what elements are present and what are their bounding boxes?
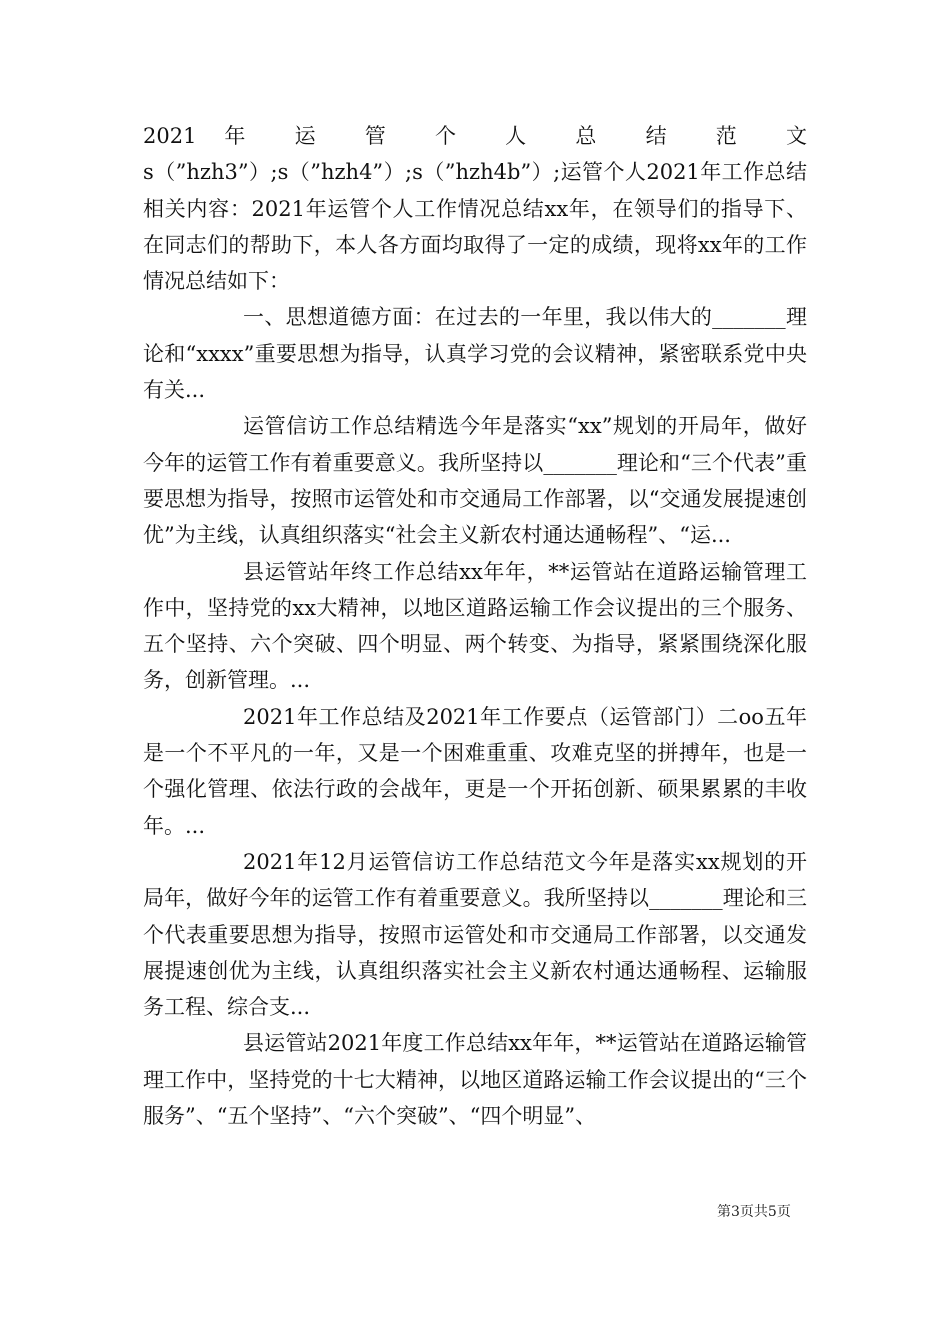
intro-paragraph: s（”hzh3”）;s（”hzh4”）;s（”hzh4b”）;运管个人2021年工作总结相关内容：2021年运管个人工作情况总结xx年，在领导们的指导下、在同志们的帮助下，本人各方面均取得了一定的成绩，现将xx年的工作情况总结如下： xyxy=(143,160,807,294)
paragraph-december-petition: 2021年12月运管信访工作总结范文今年是落实xx规划的开局年，做好今年的运管工作有着重要意义。我所坚持以_______理论和三个代表重要思想为指导，按照市运管处和市交通局工作部署，以交通发展提速创优为主线，认真组织落实社会主义新农村通达通畅程、运输服务工程、综合支... xyxy=(143,849,807,1020)
paragraph-county-station-yearend: 县运管站年终工作总结xx年年，**运管站在道路运输管理工作中，坚持党的xx大精神，以地区道路运输工作会议提出的三个服务、五个坚持、六个突破、四个明显、两个转变、为指导，紧紧围绕深化服务，创新管理。... xyxy=(143,559,807,693)
paragraph-work-points: 2021年工作总结及2021年工作要点（运管部门）二oo五年是一个不平凡的一年，又是一个困难重重、攻难克坚的拼搏年，也是一个强化管理、依法行政的会战年，更是一个开拓创新、硕果累累的丰收年。... xyxy=(143,704,807,838)
paragraph-county-station-annual: 县运管站2021年度工作总结xx年年，**运管站在道路运输管理工作中，坚持党的十七大精神，以地区道路运输工作会议提出的“三个服务”、“五个坚持”、“六个突破”、“四个明显”、 xyxy=(143,1031,807,1129)
document-body xyxy=(143,118,807,1134)
paragraph-ideology: 一、思想道德方面：在过去的一年里，我以伟大的_______理论和“xxxx”重要思想为指导，认真学习党的会议精神，紧密联系党中央有关... xyxy=(143,305,807,403)
paragraph-petition-summary: 运管信访工作总结精选今年是落实“xx”规划的开局年，做好今年的运管工作有着重要意义。我所坚持以_______理论和“三个代表”重要思想为指导，按照市运管处和市交通局工作部署，以“交通发展提速创优”为主线，认真组织落实“社会主义新农村通达通畅程”、“运... xyxy=(143,414,807,548)
document-title: 2021 年 运 管 个 人 总 结 范 文 xyxy=(143,124,807,148)
page-number: 第3页共5页 xyxy=(717,1204,791,1220)
